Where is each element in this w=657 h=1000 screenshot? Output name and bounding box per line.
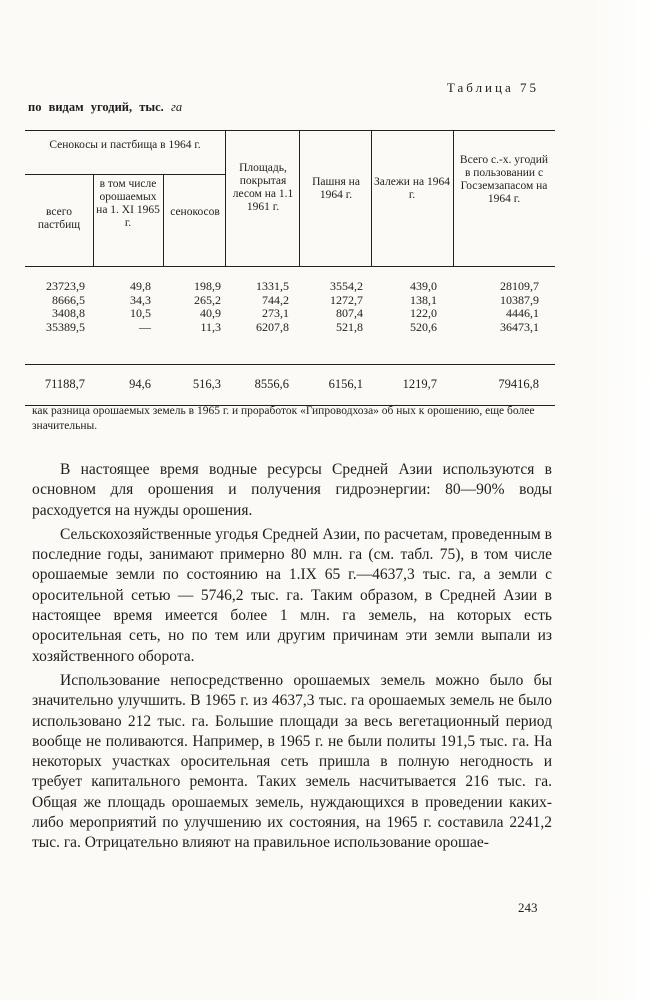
col-fallow-values [375, 280, 437, 334]
paragraph: Сельскохозяйственные угодья Средней Азии, по расчетам, проведенным в последние годы, занимают примерно 80 млн. га (см. табл. 75), в том числе орошаемые земли по состоянию на 1.IX 65 г.—4637,3 тыс. га, а земли с оросительной сетью — 5746,2 тыс. га. Таким образом, в Средней Азии в настоящее время имеется более 1 млн. га земель, на которых есть оросительная сеть, но по тем или другим причинам эти земли выпали из хозяйственного оборота. [32, 525, 552, 665]
table-cell: 49,8 [130, 279, 151, 293]
table-cell: 11,3 [200, 319, 221, 334]
table-cell: 10387,9 [500, 292, 539, 307]
table-top-rule [25, 130, 555, 131]
col-divider-6 [453, 130, 454, 266]
header-irrigated: в том числе орошаемых на 1. XI 1965 г. [96, 178, 160, 229]
subtitle-unit: га [170, 100, 183, 114]
total-cell: 71188,7 [44, 377, 85, 391]
col-divider-2 [163, 174, 164, 266]
table-cell: 439,0 [410, 279, 437, 293]
table-cell: 1331,5 [256, 279, 289, 293]
total-cell: 1219,7 [402, 377, 437, 391]
table-cell: 10,5 [130, 306, 151, 320]
table-cell: 34,3 [130, 292, 151, 307]
table-cell: 521,8 [336, 319, 363, 334]
col-divider-1 [93, 174, 94, 266]
table-cell: 23723,9 [46, 279, 85, 293]
table-cell: 138,1 [410, 292, 437, 307]
scan-edge [587, 0, 657, 1000]
data-table [25, 126, 555, 412]
total-cell: 94,6 [129, 377, 151, 391]
table-cell: 265,2 [194, 292, 221, 307]
table-cell: 6207,8 [256, 319, 289, 334]
header-forest: Площадь, покрытая лесом на 1.1 1961 г. [232, 162, 294, 213]
table-cell: 198,9 [194, 279, 221, 293]
col-divider-3 [225, 130, 226, 266]
table-subtitle [28, 100, 182, 115]
subtitle-text: по видам угодий, тыс. [28, 100, 164, 114]
table-cell: 28109,7 [500, 279, 539, 293]
table-cell: 40,9 [200, 306, 221, 320]
col-divider-4 [299, 130, 300, 266]
table-cell: 520,6 [410, 319, 437, 334]
col-forest-values [229, 280, 289, 334]
group-header-rule [25, 174, 225, 175]
totals-top-rule [25, 364, 555, 365]
total-cell: 6156,1 [328, 377, 363, 391]
paragraph: Использование непосредственно орошаемых земель можно было бы значительно улучшить. В 1965 г. из 4637,3 тыс. га орошаемых земель не было использовано 212 тыс. га. Большие площади за весь вегетационный период вообще не поливаются. Например, в 1965 г. не были политы 191,5 тыс. га. На некоторых участках оросительная сеть пришла в полную негодность и требует капитального ремонта. Таких земель насчитывается 216 тыс. га. Общая же площадь орошаемых земель, нуждающихся в проведении каких-либо мероприятий по улучшению их состояния, на 1965 г. составила 2241,2 тыс. га. Отрицательно влияют на правильное использование орошае- [32, 671, 552, 852]
table-cell: 273,1 [262, 306, 289, 320]
table-cell: 4446,1 [506, 306, 539, 320]
table-caption: Таблица 75 [446, 80, 539, 95]
col-irrigated-values [95, 280, 151, 334]
header-bottom-rule [25, 266, 555, 267]
table-cell: 3408,8 [52, 306, 85, 320]
header-pastures-total: всего пастбищ [37, 206, 81, 231]
col-total-values [455, 280, 539, 334]
table-cell: 122,0 [410, 306, 437, 320]
table-cell: 807,4 [336, 306, 363, 320]
header-arable: Пашня на 1964 г. [312, 176, 360, 201]
col-pastures-values [25, 280, 85, 334]
table-cell: 35389,5 [46, 319, 85, 334]
body-text [32, 460, 552, 858]
table-cell: 744,2 [262, 292, 289, 307]
table-cell: 3554,2 [330, 279, 363, 293]
header-hay-group: Сенокосы и пастбища в 1964 г. [49, 139, 201, 151]
table-cell: 36473,1 [500, 319, 539, 334]
table-footnote: как разница орошаемых земель в 1965 г. и проработок «Гипроводхоза» об ных к орошению, еще более значительны. [32, 405, 535, 432]
header-fallow: Залежи на 1964 г. [374, 176, 450, 201]
col-hayfields-values [165, 280, 221, 334]
paragraph: В настоящее время водные ресурсы Средней Азии используются в основном для орошения и получения гидроэнергии: 80—90% воды расходуется на нужды орошения. [32, 461, 552, 519]
header-total-agri: Всего с.-х. угодий в пользовании с Госземзапасом на 1964 г. [459, 154, 549, 205]
header-hayfields: сенокосов [170, 206, 220, 218]
total-cell: 79416,8 [498, 377, 539, 391]
table-cell: — [139, 319, 151, 334]
table-cell: 8666,5 [52, 292, 85, 307]
page-number: 243 [518, 900, 538, 915]
col-arable-values [301, 280, 363, 334]
total-cell: 8556,6 [254, 377, 289, 391]
table-cell: 1272,7 [330, 292, 363, 307]
col-divider-5 [371, 130, 372, 266]
total-cell: 516,3 [192, 377, 221, 391]
